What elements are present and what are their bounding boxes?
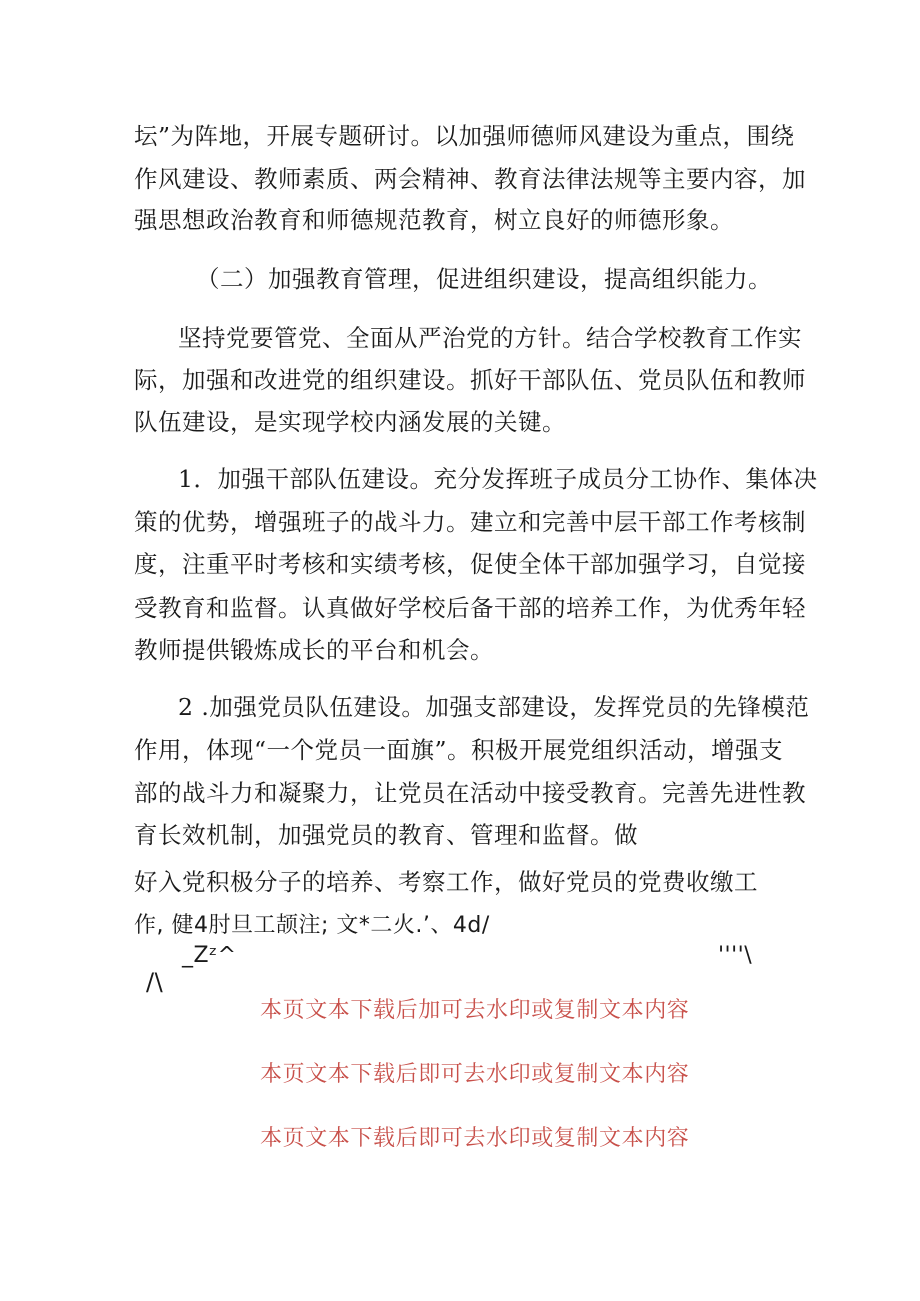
paragraph-1-line-2: 作风建设、教师素质、两会精神、教育法律法规等主要内容，加 [134,165,806,193]
item-2-line-5: 好入党积极分子的培养、考察工作，做好党员的党费收缴工 [134,868,758,896]
item-1-line-4: 受教育和监督。认真做好学校后备干部的培养工作，为优秀年轻 [134,594,806,622]
section-heading: （二）加强教育管理，促进组织建设，提高组织能力。 [196,265,772,293]
item-2-line-2: 作用，体现“一个党员一面旗”。积极开展党组织活动，增强支 [134,736,784,764]
watermark-notice-1: 本页文本下载后加可去水印或复制文本内容 [260,998,690,1023]
ocr-garble-right: ''''\ [718,943,753,968]
watermark-notice-2: 本页文本下载后即可去水印或复制文本内容 [260,1062,690,1087]
item-2-line-6: 作, 健4肘旦工颉注; 文*二火.’、4d/ [134,913,490,938]
paragraph-2-line-1: 坚持党要管党、全面从严治党的方针。结合学校教育工作实 [178,324,802,352]
watermark-notice-3: 本页文本下载后即可去水印或复制文本内容 [260,1126,690,1151]
paragraph-1-line-1: 坛”为阵地，开展专题研讨。以加强师德师风建设为重点，围绕 [134,122,795,150]
item-2-line-3: 部的战斗力和凝聚力，让党员在活动中接受教育。完善先进性教 [134,779,806,807]
paragraph-2-line-3: 队伍建设，是实现学校内涵发展的关键。 [134,408,566,436]
item-2-line-4: 育长效机制，加强党员的教育、管理和监督。做 [134,821,638,849]
item-1-line-3: 度，注重平时考核和实绩考核，促使全体干部加强学习，自觉接 [134,550,806,578]
ocr-garble-left: _Zᶻ^ [182,943,237,968]
paragraph-2-line-2: 际，加强和改进党的组织建设。抓好干部队伍、党员队伍和教师 [134,366,806,394]
paragraph-1-line-3: 强思想政治教育和师德规范教育，树立良好的师德形象。 [134,206,734,234]
item-1-line-1: 1．加强干部队伍建设。充分发挥班子成员分工协作、集体决 [178,465,818,493]
item-2-line-1: 2 .加强党员队伍建设。加强支部建设，发挥党员的先锋模范 [178,693,810,721]
item-1-line-2: 策的优势，增强班子的战斗力。建立和完善中层干部工作考核制 [134,508,806,536]
ocr-garble-bottom: /\ [146,968,164,996]
item-1-line-5: 教师提供锻炼成长的平台和机会。 [134,636,494,664]
